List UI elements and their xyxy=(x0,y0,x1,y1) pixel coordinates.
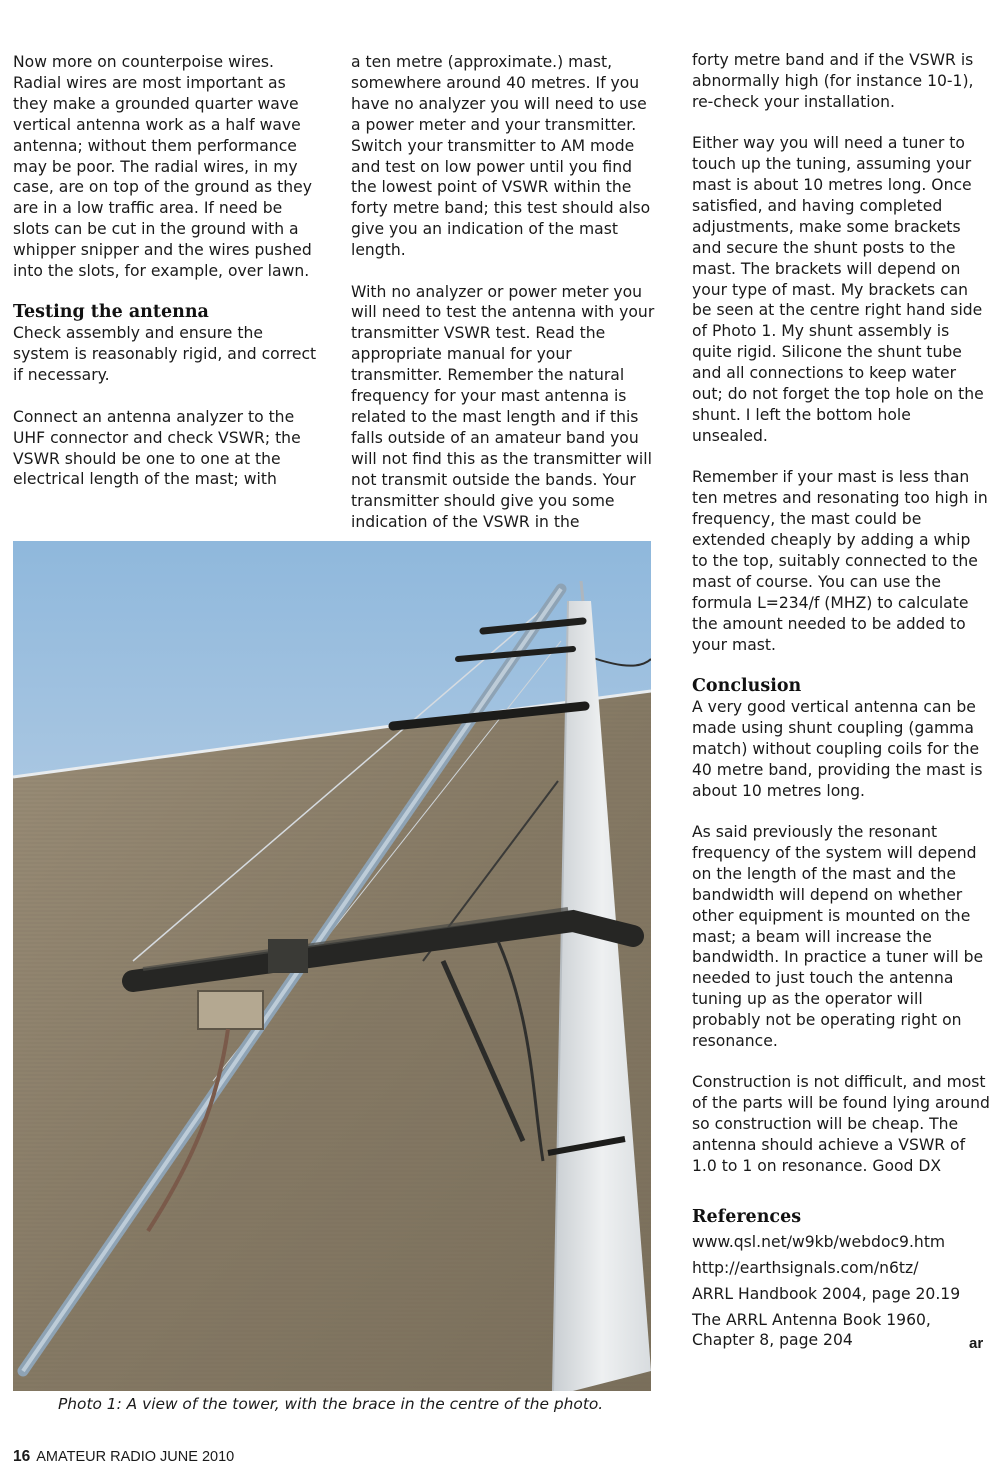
paragraph-counterpoise: Now more on counterpoise wires. Radial wires are most important as they make a grounded quarter wave vertical antenna work as a half wave antenna; without them performance may be poor. The radial wires, in my case, are on top of the ground as they are in a low traffic area. If need be slots can be cut in the ground with a whipper snipper and the wires pushed into the slots, for example, over lawn. xyxy=(13,53,312,281)
publication-title: AMATEUR RADIO JUNE 2010 xyxy=(36,1449,235,1465)
page-footer xyxy=(13,1448,234,1466)
paragraph-construction: Construction is not difficult, and most of the parts will be found lying around so construction will be cheap. The antenna should achieve a VSWR of 1.0 to 1 on resonance. Good DX xyxy=(692,1073,990,1176)
reference-antenna-book: The ARRL Antenna Book 1960, xyxy=(692,1311,931,1329)
paragraph-no-analyzer: With no analyzer or power meter you will need to test the antenna with your transmitter VSWR test. Read the appropriate manual for your transmitter. Remember the natural frequency for your mast antenna is related to the mast length and if this falls outside of an amateur band you will not find this as the transmitter will not transmit outside the bands. Your transmitter should give you some indication of the VSWR in the xyxy=(351,282,655,531)
reference-link-earthsignals[interactable]: http://earthsignals.com/n6tz/ xyxy=(692,1259,919,1277)
tower-photo-illustration xyxy=(13,541,651,1391)
uhf-connector-box xyxy=(198,991,263,1029)
column-1 xyxy=(13,52,318,490)
paragraph-conclusion: A very good vertical antenna can be made using shunt coupling (gamma match) without coupling coils for the 40 metre band, providing the mast is about 10 metres long. xyxy=(692,697,983,800)
paragraph-resonant-frequency: As said previously the resonant frequency of the system will depend on the length of the mast and the bandwidth will depend on whether other equipment is mounted on the mast; a beam will increase the bandwidth. In practice a tuner will be needed to just touch the antenna tuning up as the operator will probably not be operating right on resonance. xyxy=(692,823,984,1051)
column-3 xyxy=(692,50,990,1356)
paragraph-whip-extension: Remember if your mast is less than ten metres and resonating too high in frequency, the mast could be extended cheaply by adding a whip to the top, suitably connected to the mast of course. You can use the formula L=234/f (MHZ) to calculate the amount needed to be added to your mast. xyxy=(692,468,988,654)
reference-antenna-book-chapter: Chapter 8, page 204 xyxy=(692,1331,853,1349)
heading-references: References xyxy=(692,1207,802,1227)
paragraph-forty-metre-band: forty metre band and if the VSWR is abnormally high (for instance 10-1), re-check your installation. xyxy=(692,51,974,111)
paragraph-check-assembly: Check assembly and ensure the system is reasonably rigid, and correct if necessary. xyxy=(13,324,317,385)
page-number: 16 xyxy=(13,1448,31,1465)
column-2 xyxy=(351,52,656,532)
heading-testing-antenna: Testing the antenna xyxy=(13,302,209,323)
heading-conclusion: Conclusion xyxy=(692,675,802,696)
paragraph-tuner: Either way you will need a tuner to touch up the tuning, assuming your mast is about 10 metres long. Once satisfied, and having completed adjustments, make some brackets and secure the shunt posts to the mast. The brackets will depend on your type of mast. My brackets can be seen at the centre right hand side of Photo 1. My shunt assembly is quite rigid. Silicone the shunt tube and all connections to keep water out; do not forget the top hole on the shunt. I left the bottom hole unsealed. xyxy=(692,134,984,445)
tower-photo xyxy=(13,541,651,1391)
paragraph-connect-analyzer: Connect an antenna analyzer to the UHF connector and check VSWR; the VSWR should be one to one at the electrical length of the mast; with xyxy=(13,407,301,489)
paragraph-ten-metre-mast: a ten metre (approximate.) mast, somewhere around 40 metres. If you have no analyzer you will need to use a power meter and your transmitter. Switch your transmitter to AM mode and test on low power until you find the lowest point of VSWR within the forty metre band; this test should also give you an indication of the mast length. xyxy=(351,53,651,260)
end-mark: ar xyxy=(969,1335,984,1352)
reference-arrl-handbook: ARRL Handbook 2004, page 20.19 xyxy=(692,1285,961,1303)
junction-box xyxy=(268,939,308,973)
reference-link-qsl[interactable]: www.qsl.net/w9kb/webdoc9.htm xyxy=(692,1233,946,1251)
photo-caption: Photo 1: A view of the tower, with the brace in the centre of the photo. xyxy=(58,1395,604,1413)
